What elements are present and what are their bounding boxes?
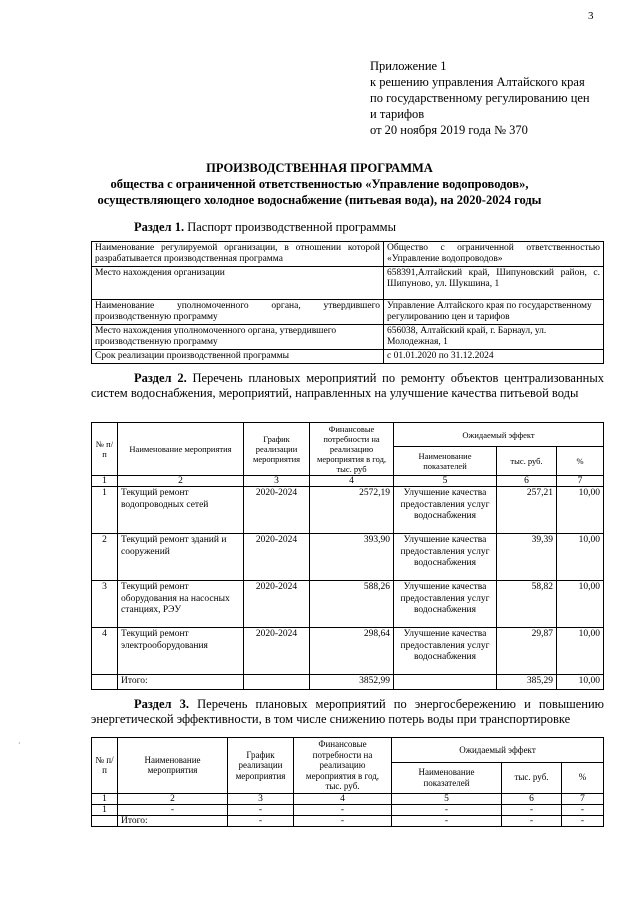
measure-cost: 298,64 [310,628,394,675]
column-index: 6 [497,476,557,487]
column-index: 7 [562,793,604,804]
column-index: 1 [92,793,118,804]
effect-rub: 39,39 [497,534,557,581]
column-header: График реализации мероприятия [244,423,310,476]
column-index-row [92,476,604,487]
appendix-line: от 20 ноября 2019 года № 370 [370,123,528,137]
column-header: Ожидаемый эффект [394,423,604,447]
title-line-2: общества с ограниченной ответственностью «Управление водопроводов», [110,177,529,191]
table-cell: с 01.01.2020 по 31.12.2024 [384,350,604,364]
document-title [0,160,639,208]
section2-label: Раздел 2. [134,371,187,385]
total-pct: 10,00 [557,675,604,690]
total-indicator: - [392,815,502,826]
column-index: 3 [228,793,294,804]
column-header: Наименование мероприятия [118,738,228,794]
repair-measures-table [91,422,604,690]
total-rub: - [502,815,562,826]
column-index: 6 [502,793,562,804]
appendix-line: к решению управления Алтайского края [370,75,585,89]
table-row [92,350,604,364]
column-header: % [557,447,604,476]
column-index: 2 [118,793,228,804]
table-total-row [92,815,604,826]
table-row [92,804,604,815]
section3-text: Перечень плановых мероприятий по энергосбережению и повышению энергетической эффективности, в том числе снижению потерь воды при транспортировке [91,697,605,726]
total-pct: - [562,815,604,826]
section3-label: Раздел 3. [134,697,190,711]
table-cell [92,815,118,826]
column-header: График реализации мероприятия [228,738,294,794]
table-cell: Место нахождения уполномоченного органа, утвердившего производственную программу [92,325,384,350]
total-cost: - [294,815,392,826]
table-cell [394,675,497,690]
measure-cost: 2572,19 [310,487,394,534]
measure-cost: 393,90 [310,534,394,581]
section1-heading [134,220,396,235]
row-number: 1 [92,804,118,815]
total-rub: 385,29 [497,675,557,690]
column-index: 3 [244,476,310,487]
column-header: Наименование показателей [394,447,497,476]
table-row [92,300,604,325]
effect-rub: 29,87 [497,628,557,675]
section2-heading [91,371,604,401]
total-period: - [228,815,294,826]
total-cost: 3852,99 [310,675,394,690]
column-index: 4 [294,793,392,804]
column-header: № п/п [92,738,118,794]
table-row [92,487,604,534]
table-total-row [92,675,604,690]
column-header: Наименование показателей [392,762,502,793]
column-index: 7 [557,476,604,487]
effect-rub: - [502,804,562,815]
measure-indicator: - [392,804,502,815]
table-row [92,267,604,300]
section1-text: Паспорт производственной программы [187,220,396,234]
table-header-row [92,423,604,447]
table-cell: Место нахождения организации [92,267,384,300]
column-index: 1 [92,476,118,487]
table-row [92,628,604,675]
section2-text: Перечень плановых мероприятий по ремонту объектов централизованных систем водоснабжения, мероприятий, направленных на улучшение качества питьевой воды [91,371,604,400]
measure-name: Текущий ремонт водопроводных сетей [118,487,244,534]
table-cell: 658391,Алтайский край, Шипуновский район, с. Шипуново, ул. Шукшина, 1 [384,267,604,300]
appendix-block [370,58,590,138]
table-row [92,242,604,267]
section1-label: Раздел 1. [134,220,185,234]
effect-rub: 58,82 [497,581,557,628]
table-row [92,534,604,581]
column-index-row [92,793,604,804]
measure-indicator: Улучшение качества предоставления услуг водоснабжения [394,534,497,581]
measure-period: 2020-2024 [244,628,310,675]
section3-heading [91,697,604,727]
column-header: тыс. руб. [502,762,562,793]
table-cell [92,675,118,690]
table-cell: Срок реализации производственной программы [92,350,384,364]
table-cell: Наименование уполномоченного органа, утвердившего производственную программу [92,300,384,325]
appendix-line: по государственному регулированию цен [370,91,590,105]
page-number: 3 [588,10,594,22]
total-label: Итого: [118,815,228,826]
measure-name: Текущий ремонт электрооборудования [118,628,244,675]
column-index: 2 [118,476,244,487]
measure-period: - [228,804,294,815]
table-cell: Общество с ограниченной ответственностью «Управление водопроводов» [384,242,604,267]
effect-pct: 10,00 [557,581,604,628]
measure-period: 2020-2024 [244,487,310,534]
effect-pct: - [562,804,604,815]
column-index: 5 [394,476,497,487]
table-cell: 656038, Алтайский край, г. Барнаул, ул. Молодежная, 1 [384,325,604,350]
energy-measures-table [91,737,604,827]
row-number: 2 [92,534,118,581]
column-header: Финансовые потребности на реализацию мероприятия в год, тыс. руб [310,423,394,476]
total-label: Итого: [118,675,244,690]
passport-table [91,241,604,364]
measure-cost: 588,26 [310,581,394,628]
column-header: Ожидаемый эффект [392,738,604,763]
measure-indicator: Улучшение качества предоставления услуг водоснабжения [394,487,497,534]
table-cell [244,675,310,690]
column-index: 4 [310,476,394,487]
measure-period: 2020-2024 [244,581,310,628]
row-number: 3 [92,581,118,628]
title-line-3: осуществляющего холодное водоснабжение (питьевая вода), на 2020-2024 годы [97,193,542,207]
measure-period: 2020-2024 [244,534,310,581]
appendix-line: и тарифов [370,107,425,121]
measure-name: Текущий ремонт оборудования на насосных станциях, РЭУ [118,581,244,628]
effect-pct: 10,00 [557,487,604,534]
margin-mark: · [18,739,21,748]
column-index: 5 [392,793,502,804]
table-cell: Управление Алтайского края по государственному регулированию цен и тарифов [384,300,604,325]
effect-pct: 10,00 [557,628,604,675]
table-row [92,581,604,628]
table-header-row [92,738,604,763]
effect-rub: 257,21 [497,487,557,534]
row-number: 1 [92,487,118,534]
measure-indicator: Улучшение качества предоставления услуг водоснабжения [394,581,497,628]
column-header: Финансовые потребности на реализацию мероприятия в год, тыс. руб. [294,738,392,794]
column-header: № п/п [92,423,118,476]
title-line-1: ПРОИЗВОДСТВЕННАЯ ПРОГРАММА [206,161,433,175]
appendix-line: Приложение 1 [370,59,447,73]
column-header: Наименование мероприятия [118,423,244,476]
table-row [92,325,604,350]
measure-name: - [118,804,228,815]
effect-pct: 10,00 [557,534,604,581]
column-header: тыс. руб. [497,447,557,476]
row-number: 4 [92,628,118,675]
measure-indicator: Улучшение качества предоставления услуг водоснабжения [394,628,497,675]
measure-name: Текущий ремонт зданий и сооружений [118,534,244,581]
measure-cost: - [294,804,392,815]
column-header: % [562,762,604,793]
table-cell: Наименование регулируемой организации, в отношении которой разрабатывается производственная программа [92,242,384,267]
